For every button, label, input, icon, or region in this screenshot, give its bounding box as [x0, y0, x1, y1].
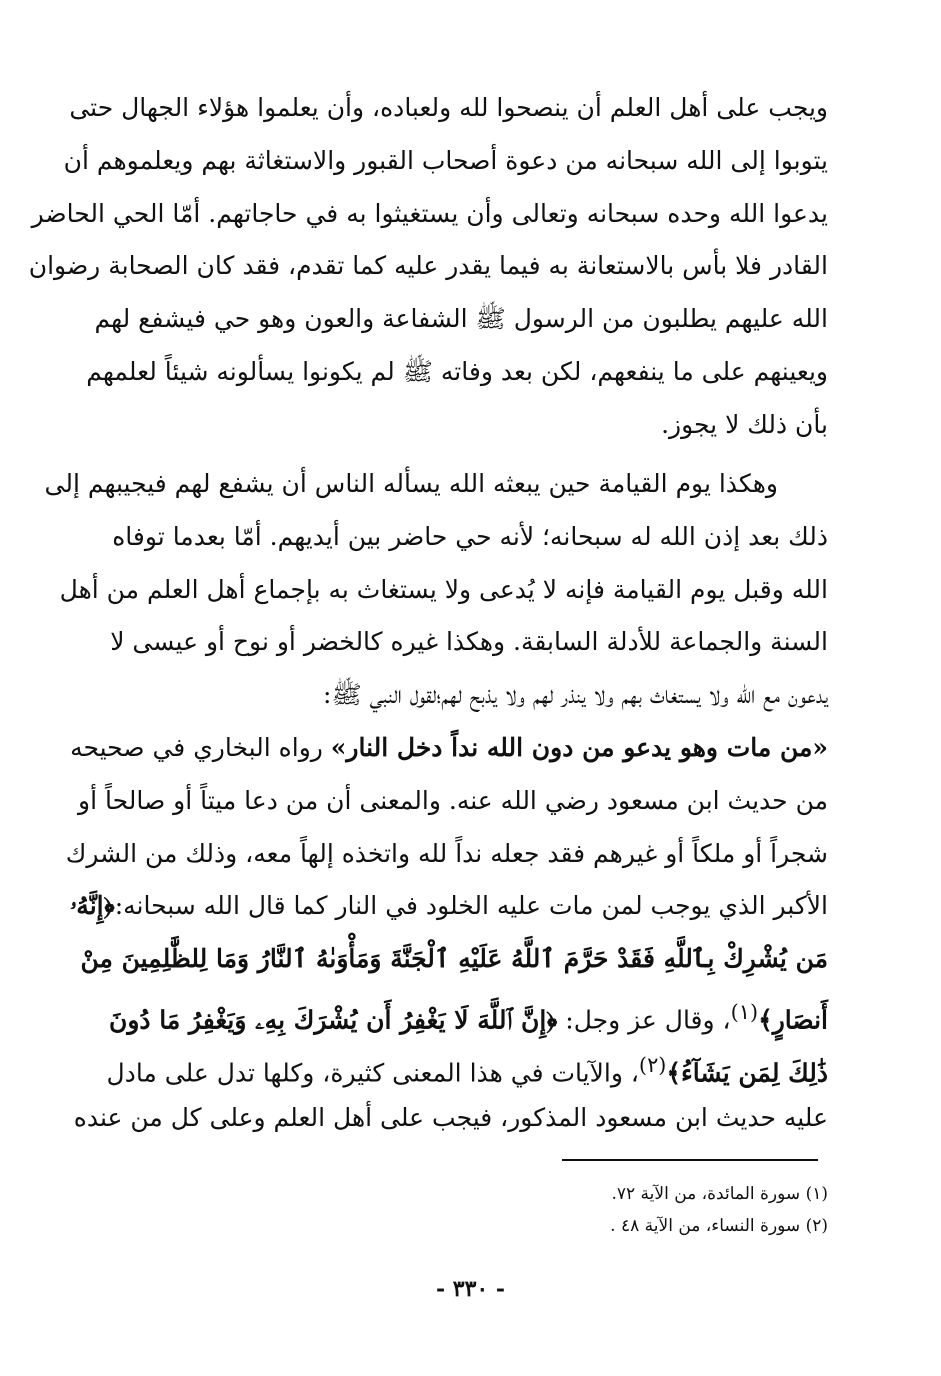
footnote: (١) سورة المائدة، من الآية ٧٢. — [611, 1184, 828, 1204]
quran-verse: ﴿إِنَّ ٱللَّهَ لَا يَغْفِرُ أَن يُشْرَكَ بِهِۦ وَيَغْفِرُ مَا دُونَ — [108, 1005, 558, 1035]
text-line: يدعوا الله وحده سبحانه وتعالى وأن يستغيثوا به في حاجاتهم. أمّا الحي الحاضر — [31, 198, 828, 228]
line-text: ، والآيات في هذا المعنى كثيرة، وكلها تدل على مادل — [106, 1058, 639, 1088]
text-line — [70, 722, 828, 775]
footnote-ref: (٢) — [638, 1052, 667, 1077]
text-line: شجراً أو ملكاً أو غيرهم فقد جعله نداً لله واتخذه إلهاً معه، وذلك من الشرك — [65, 838, 828, 868]
footnote-ref: (١) — [730, 999, 759, 1024]
text-line — [44, 458, 828, 511]
quran-verse: أَنصَارٍ﴾ — [758, 1005, 828, 1035]
text-line: السنة والجماعة للأدلة السابقة. وهكذا غيره كالخضر أو نوح أو عيسى لا — [110, 627, 828, 657]
text-line: الله عليهم يطلبون من الرسول ﷺ الشفاعة والعون وهو حي فيشفع لهم — [94, 304, 828, 334]
text-line: ويجب على أهل العلم أن ينصحوا لله ولعباده، وأن يعلموا هؤلاء الجهال حتى — [69, 93, 828, 122]
line-text: الأكبر الذي يوجب لمن مات عليه الخلود في النار كما قال الله سبحانه: — [114, 891, 828, 921]
quran-verse: مَن يُشْرِكْ بِٱللَّهِ فَقَدْ حَرَّمَ ٱللَّهُ عَلَيْهِ ٱلْجَنَّةَ وَمَأْوَىٰهُ ٱلنَّارُ وَمَا لِلظَّٰلِمِينَ مِنْ — [80, 944, 828, 974]
paragraph-2 — [44, 458, 828, 1144]
footnotes — [76, 1178, 828, 1242]
text-line: القادر فلا بأس بالاستعانة به فيما يقدر عليه كما تقدم، فقد كان الصحابة رضوان — [28, 251, 828, 281]
text-line: ذلك بعد إذن الله له سبحانه؛ لأنه حي حاضر بين أيديهم. أمّا بعدما توفاه — [112, 521, 828, 551]
text-line — [76, 986, 828, 1039]
quran-verse: ﴿إِنَّهُۥ — [70, 891, 115, 921]
text-line: الله وقبل يوم القيامة فإنه لا يُدعى ولا يستغاث به بإجماع أهل العلم من أهل — [59, 574, 828, 604]
footnote: (٢) سورة النساء، من الآية ٤٨ . — [610, 1216, 828, 1236]
text-line: من حديث ابن مسعود رضي الله عنه. والمعنى أن من دعا ميتاً أو صالحاً أو — [78, 785, 828, 815]
text-line: يتوبوا إلى الله سبحانه من دعوة أصحاب القبور والاستغاثة بهم ويعلموهم أن — [63, 145, 828, 175]
paragraph-1 — [28, 82, 828, 452]
text-line: بأن ذلك لا يجوز. — [661, 409, 828, 439]
indent — [778, 469, 828, 498]
footnote-divider — [562, 1159, 818, 1161]
text-line — [76, 933, 828, 986]
hadith-quote: «من مات وهو يدعو من دون الله نداً دخل النار» — [330, 732, 828, 762]
text-line: ويعينهم على ما ينفعهم، لكن بعد وفاته ﷺ لم يكونوا يسألونه شيئاً لعلمهم — [86, 356, 828, 386]
text-line — [76, 1039, 828, 1092]
hadith-source: رواه البخاري في صحيحه — [70, 732, 331, 762]
text-line: عليه حديث ابن مسعود المذكور، فيجب على أهل العلم وعلى كل من عنده — [73, 1102, 828, 1132]
line-text: ، وقال عز وجل: — [557, 1005, 731, 1035]
text-line: يدعون مع الله ولا يستغاث بهم ولا ينذر لهم ولا يذبح لهم؛لقول النبي ﷺ: — [323, 680, 828, 710]
page-number: - ٣٣٠ - — [435, 1276, 506, 1302]
text-line — [70, 880, 828, 933]
line-text: وهكذا يوم القيامة حين يبعثه الله يسأله الناس أن يشفع لهم فيجيبهم إلى — [44, 469, 778, 498]
quran-verse: ذَٰلِكَ لِمَن يَشَآءُ﴾ — [666, 1058, 828, 1088]
